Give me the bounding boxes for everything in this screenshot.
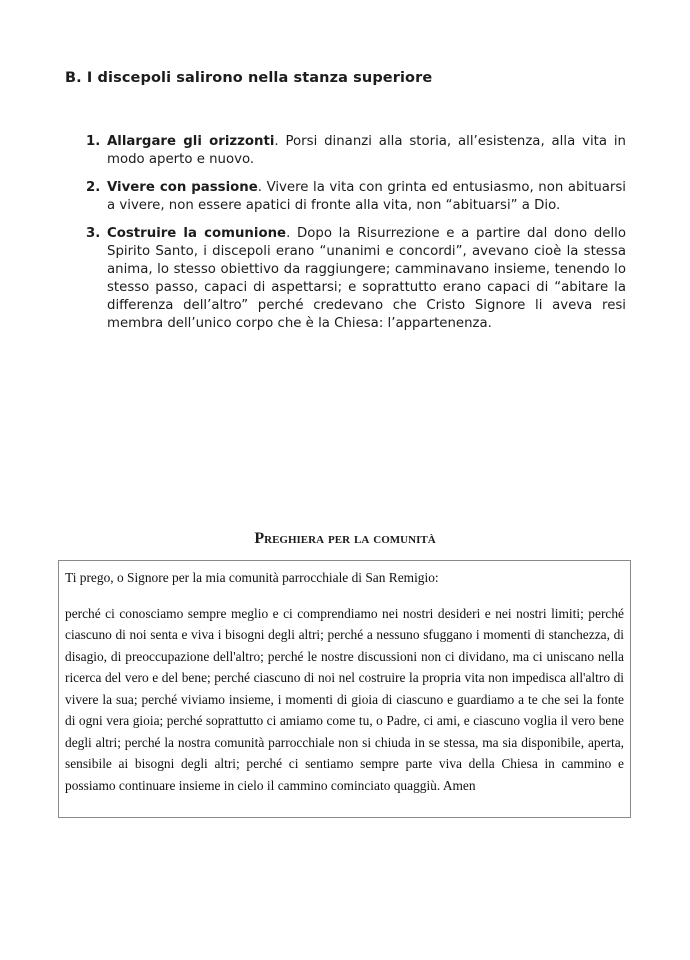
list-item [86, 133, 626, 169]
prayer-title-initial: P [254, 530, 265, 547]
prayer-title [0, 530, 690, 548]
step-text: . Vivere la vita con grinta ed entusiasmo, non abituarsi a vivere, non essere apatici di fronte alla vita, non “abituarsi” a Dio. [107, 180, 626, 213]
step-text: . Porsi dinanzi alla storia, all’esistenza, alla vita in modo aperto e nuovo. [107, 134, 626, 167]
step-number: 2. [86, 180, 101, 195]
step-title: Vivere con passione [107, 180, 258, 195]
steps-list [86, 133, 626, 343]
prayer-title-rest: reghiera per la comunità [264, 530, 436, 547]
list-item [86, 225, 626, 333]
section-heading: B. I discepoli salirono nella stanza superiore [65, 70, 433, 86]
step-text: . Dopo la Risurrezione e a partire dal dono dello Spirito Santo, i discepoli erano “unanimi e concordi”, avevano cioè la stessa anima, lo stesso obiettivo da raggiungere; camminavano insieme, tenendo lo stesso passo, capaci di aspettarsi; e soprattutto erano capaci di “abitare la differenza dell’altro” perché credevano che Cristo Signore li aveva resi membra dell’unico corpo che è la Chiesa: l’appartenenza. [107, 226, 626, 331]
prayer-box [58, 560, 631, 818]
step-number: 3. [86, 226, 101, 241]
prayer-body: perché ci conosciamo sempre meglio e ci comprendiamo nei nostri desideri e nei nostri limiti; perché ciascuno di noi senta e viva i bisogni degli altri; perché a nessuno sfuggano i momenti di stanchezza, di disagio, di preoccupazione dell'altro; perché le nostre discussioni non ci dividano, ma ci uniscano nella ricerca del vero e del bene; perché ciascuno di noi nel costruire la propria vita non impedisca all'altro di vivere la sua; perché viviamo insieme, i momenti di gioia di ciascuno e guardiamo a te che sei la fonte di ogni vera gioia; perché soprattutto ci amiamo come tu, o Padre, ci ami, e ciascuno voglia il vero bene degli altri; perché la nostra comunità parrocchiale non si chiuda in se stessa, ma sia disponibile, aperta, sensibile ai bisogni degli altri; perché ci sentiamo sempre parte viva della Chiesa in cammino e possiamo continuare insieme in cielo il cammino cominciato quaggiù. Amen [65, 605, 624, 793]
list-item [86, 179, 626, 215]
prayer-intro: Ti prego, o Signore per la mia comunità parrocchiale di San Remigio: [65, 570, 439, 585]
step-title: Costruire la comunione [107, 226, 287, 241]
step-number: 1. [86, 134, 101, 149]
step-title: Allargare gli orizzonti [107, 134, 275, 149]
